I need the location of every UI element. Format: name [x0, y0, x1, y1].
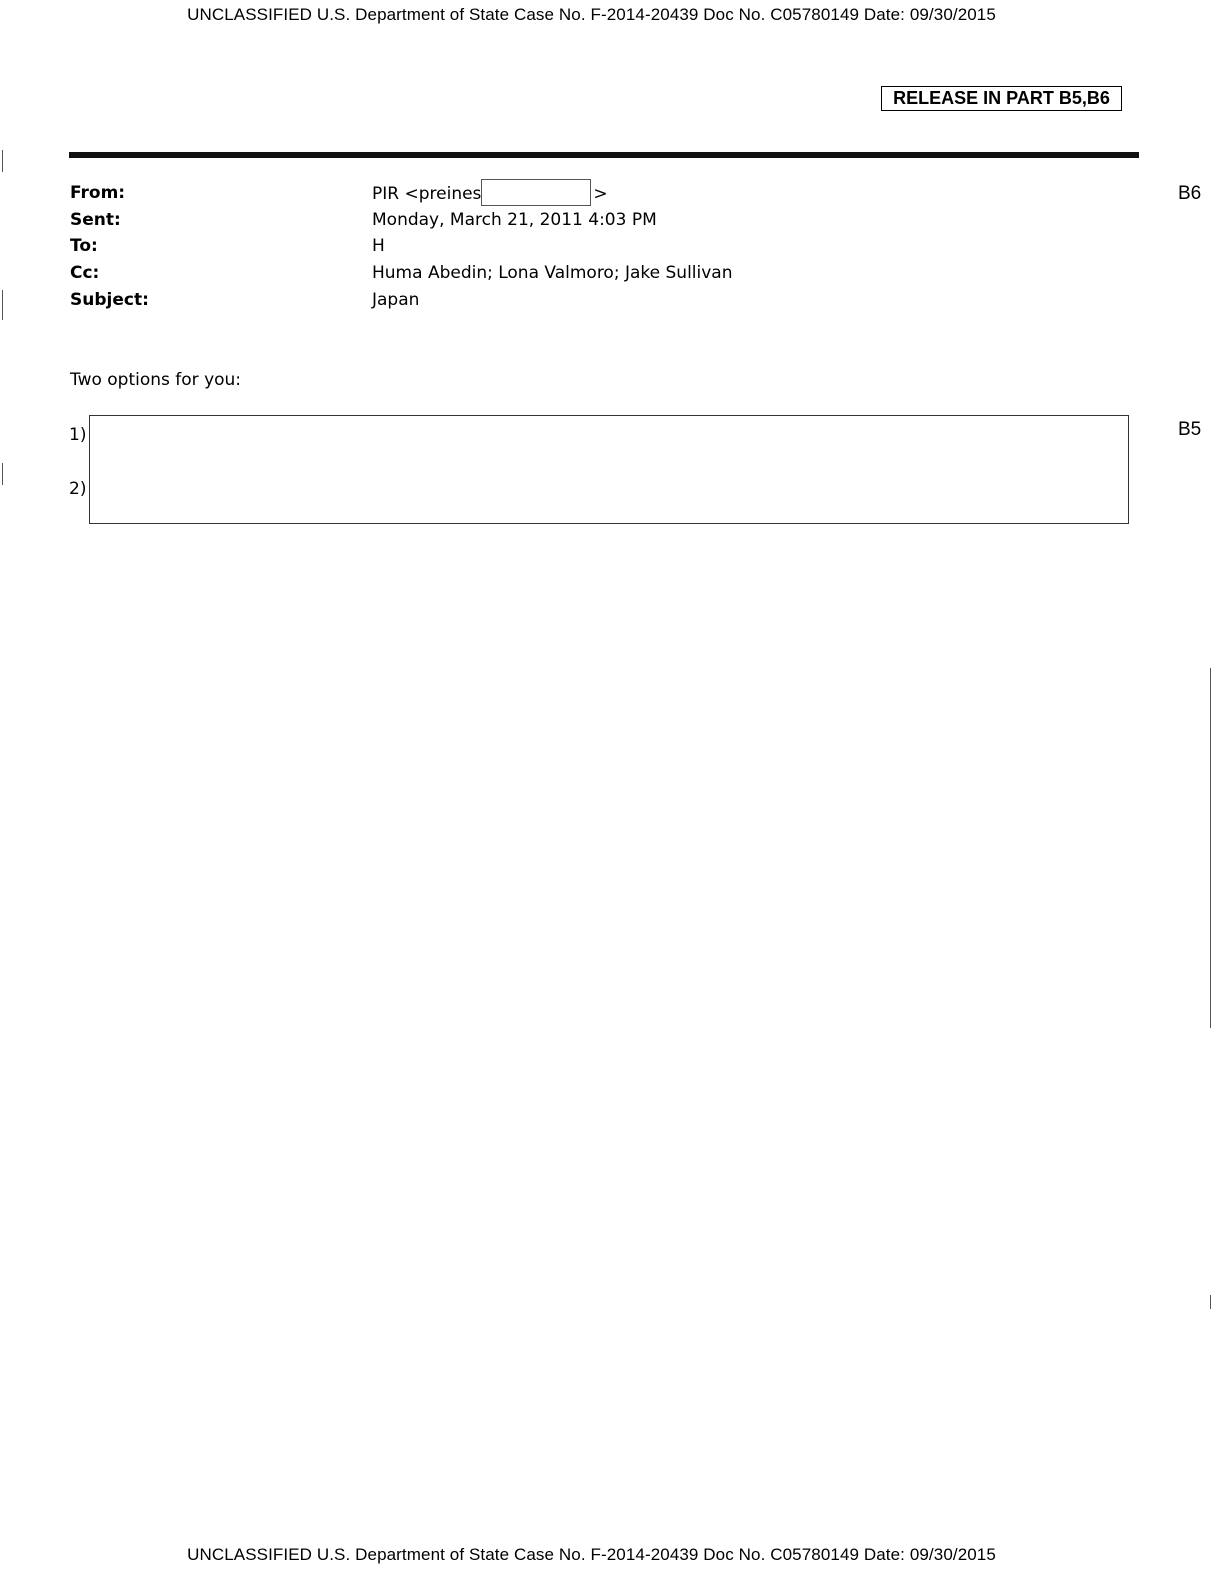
from-value — [372, 182, 608, 206]
cc-label: Cc: — [70, 263, 100, 283]
from-value-prefix: PIR <preines — [372, 184, 482, 204]
to-label: To: — [70, 236, 98, 256]
body-intro-text: Two options for you: — [70, 370, 242, 390]
option-number-1: 1) — [69, 425, 87, 445]
subject-label: Subject: — [70, 290, 149, 310]
sent-label: Sent: — [70, 210, 121, 230]
options-redaction-box — [89, 415, 1129, 524]
header-classification-stamp: UNCLASSIFIED U.S. Department of State Case No. F-2014-20439 Doc No. C05780149 Date: 09/30/2015 — [187, 5, 996, 24]
exemption-code-b6: B6 — [1178, 183, 1202, 204]
scan-margin-mark — [1210, 668, 1211, 1028]
email-header-rule — [69, 152, 1139, 158]
cc-value: Huma Abedin; Lona Valmoro; Jake Sullivan — [372, 263, 733, 283]
subject-value: Japan — [372, 290, 420, 310]
sent-value: Monday, March 21, 2011 4:03 PM — [372, 210, 657, 230]
from-value-suffix: > — [593, 184, 608, 204]
email-redaction-box — [481, 179, 591, 206]
scan-margin-mark — [2, 463, 3, 485]
release-notice-box: RELEASE IN PART B5,B6 — [881, 86, 1122, 111]
scan-margin-mark — [2, 150, 3, 172]
footer-classification-stamp: UNCLASSIFIED U.S. Department of State Case No. F-2014-20439 Doc No. C05780149 Date: 09/30/2015 — [187, 1545, 996, 1564]
from-label: From: — [70, 183, 126, 203]
to-value: H — [372, 236, 385, 256]
scan-margin-mark — [2, 290, 3, 320]
scan-margin-mark — [1210, 1295, 1211, 1309]
exemption-code-b5: B5 — [1178, 419, 1202, 440]
option-number-2: 2) — [69, 479, 87, 499]
